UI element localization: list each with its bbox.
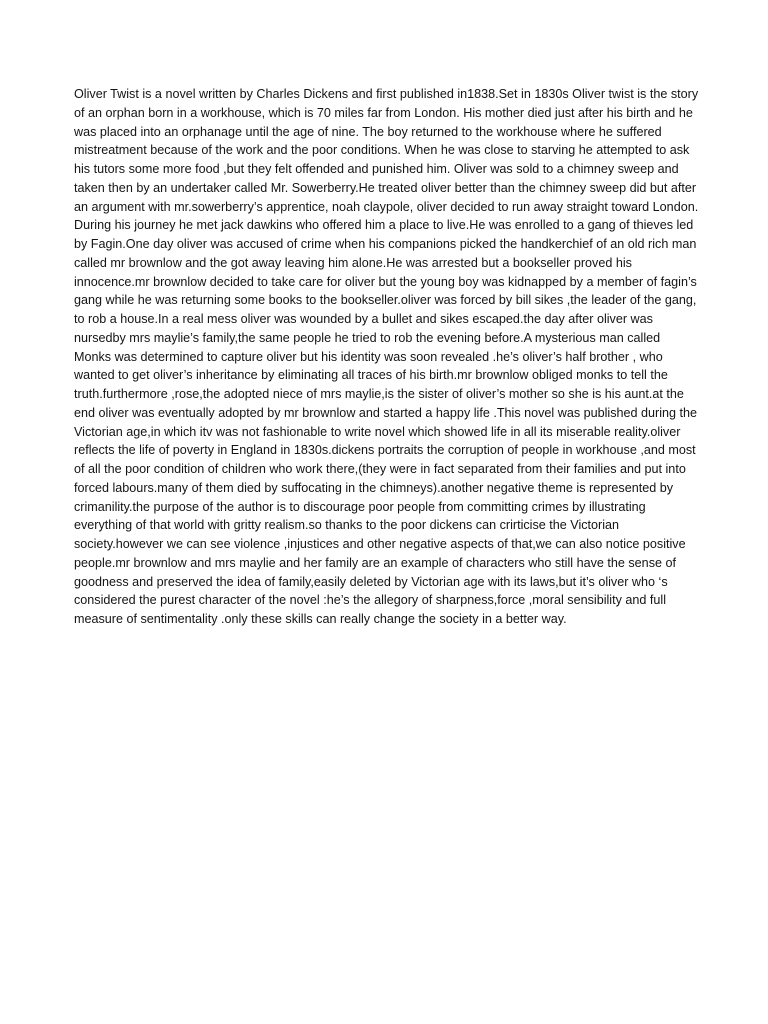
essay-paragraph: Oliver Twist is a novel written by Charles Dickens and first published in1838.Set in 1830s Oliver twist is the story of an orphan born in a workhouse, which is 70 miles far from London. His mother died just after his birth and he was placed into an orphanage until the age of nine. The boy returned to the workhouse where he suffered mistreatment because of the work and the poor conditions. When he was close to starving he attempted to ask his tutors some more food ,but they felt offended and punished him. Oliver was sold to a chimney sweep and taken then by an undertaker called Mr. Sowerberry.He treated oliver better than the chimney sweep did but after an argument with mr.sowerberry’s apprentice, noah claypole, oliver decided to run away straight toward London. During his journey he met jack dawkins who offered him a place to live.He was enrolled to a gang of thieves led by Fagin.One day oliver was accused of crime when his companions picked the handkerchief of an old rich man called mr brownlow and the got away leaving him alone.He was arrested but a bookseller proved his innocence.mr brownlow decided to take care for oliver but the young boy was kidnapped by a member of fagin’s gang while he was returning some books to the bookseller.oliver was forced by bill sikes ,the leader of the gang, to rob a house.In a real mess oliver was wounded by a bullet and sikes escaped.the day after oliver was nursedby mrs maylie’s family,the same people he tried to rob the evening before.A mysterious man called Monks was determined to capture oliver but his identity was soon revealed .he’s oliver’s half brother , who wanted to get oliver’s inheritance by eliminating all traces of his birth.mr brownlow obliged monks to tell the truth.furthermore ,rose,the adopted niece of mrs maylie,is the sister of oliver’s mother so she is his aunt.at the end oliver was eventually adopted by mr brownlow and started a happy life .This novel was published during the Victorian age,in which itv was not fashionable to write novel which showed life in all its miserable reality.oliver reflects the life of poverty in England in 1830s.dickens portraits the corruption of people in workhouse ,and most of all the poor condition of children who work there,(they were in fact separated from their families and put into forced labours.many of them died by suffocating in the chimneys).another negative theme is represented by crimanility.the purpose of the author is to discourage poor people from committing crimes by illustrating everything of that world with gritty realism.so thanks to the poor dickens can crirticise the Victorian society.however we can see violence ,injustices and other negative aspects of that,we can also notice positive people.mr brownlow and mrs maylie and her family are an example of characters who still have the sense of goodness and preserved the idea of family,easily deleted by Victorian age with its laws,but it’s oliver who ‘s considered the purest character of the novel :he’s the allegory of sharpness,force ,moral sensibility and full measure of sentimentality .only these skills can really change the society in a better way.	[74, 87, 699, 626]
